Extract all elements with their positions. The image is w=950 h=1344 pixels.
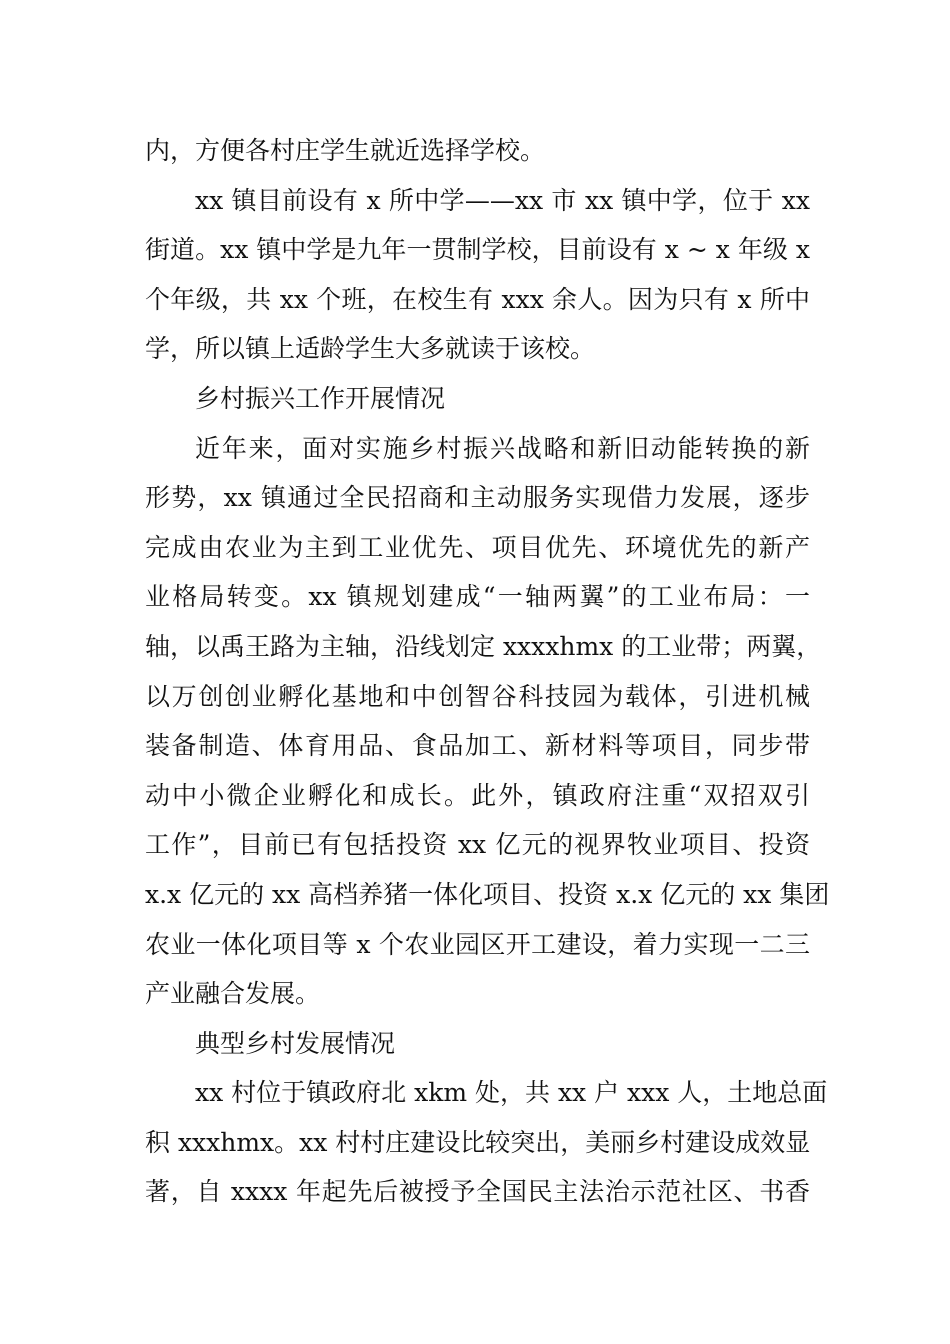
text-line: 个年级，共 xx 个班，在校生有 xxx 余人。因为只有 x 所中 <box>145 284 810 314</box>
text-line: 内，方便各村庄学生就近选择学校。 <box>145 136 546 165</box>
text-line: 业格局转变。xx 镇规划建成“一轴两翼”的工业布局：一 <box>145 582 810 612</box>
text-line: x.x 亿元的 xx 高档养猪一体化项目、投资 x.x 亿元的 xx 集团 <box>145 879 830 909</box>
text-line: 产业融合发展。 <box>145 979 321 1009</box>
text-line: 以万创创业孵化基地和中创智谷科技园为载体，引进机械 <box>145 681 810 711</box>
section-heading: 典型乡村发展情况 <box>195 1028 396 1058</box>
text-line: 动中小微企业孵化和成长。此外，镇政府注重“双招双引 <box>145 780 810 810</box>
text-line: 完成由农业为主到工业优先、项目优先、环境优先的新产 <box>145 532 810 562</box>
text-line: 轴，以禹王路为主轴，沿线划定 xxxxhmx 的工业带；两翼， <box>145 631 822 661</box>
text-line: 积 xxxhmx。xx 村村庄建设比较突出，美丽乡村建设成效显 <box>145 1127 811 1157</box>
text-line: 形势，xx 镇通过全民招商和主动服务实现借力发展，逐步 <box>145 483 810 513</box>
text-line: 装备制造、体育用品、食品加工、新材料等项目，同步带 <box>145 731 810 761</box>
text-line: xx 村位于镇政府北 xkm 处，共 xx 户 xxx 人，土地总面 <box>195 1078 828 1108</box>
text-line: xx 镇目前设有 x 所中学——xx 市 xx 镇中学，位于 xx <box>195 185 810 215</box>
document-body <box>145 126 830 1217</box>
text-line: 农业一体化项目等 x 个农业园区开工建设，着力实现一二三 <box>145 929 810 959</box>
text-line: 著，自 xxxx 年起先后被授予全国民主法治示范社区、书香 <box>145 1177 810 1207</box>
text-line: 街道。xx 镇中学是九年一贯制学校，目前设有 x ~ x 年级 x <box>145 235 810 265</box>
text-line: 学，所以镇上适龄学生大多就读于该校。 <box>145 334 596 364</box>
section-heading: 乡村振兴工作开展情况 <box>195 383 446 413</box>
text-line: 近年来，面对实施乡村振兴战略和新旧动能转换的新 <box>195 433 810 463</box>
text-line: 工作”，目前已有包括投资 xx 亿元的视界牧业项目、投资 <box>145 830 810 860</box>
